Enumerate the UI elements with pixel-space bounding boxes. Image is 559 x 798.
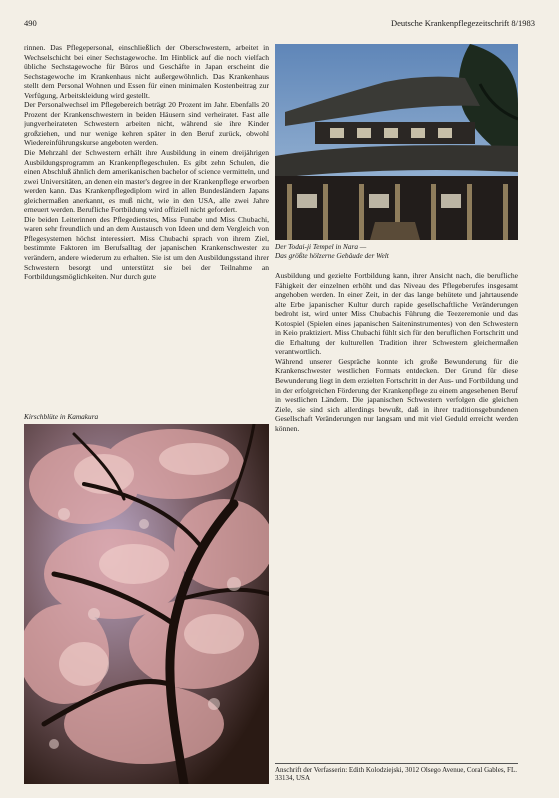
cherry-blossom-photo <box>24 424 269 784</box>
temple-caption <box>275 243 518 261</box>
paragraph: Ausbildung und gezielte Fortbildung kann, ihrer Ansicht nach, die berufliche Fähigkeit der einzelnen erhöht und das Niveau des Pflegeberufes insgesamt angehoben werden. In einer Zeit, in der das lange behütete und jahrtausende alte Erbe japanischer Kultur durch rapide gesellschaftliche Veränderungen bedroht ist, wird unter Miss Chubachis Führung die Teezeremonie und das Kotospiel (Spielen eines japanischen Saiteninstrumentes) von den Schwestern in Keio praktiziert. Miss Chubachi fühlt sich für den beruflichen Fortschritt und die Erhaltung der kulturellen Tradition ihrer Schwestern gleichermaßen verantwortlich. <box>275 271 518 357</box>
paragraph: Die beiden Leiterinnen des Pflegedienstes, Miss Funabe und Miss Chubachi, waren sehr freundlich und an dem Austausch von Ideen und dem Vergleich von Pflegesystemen höchst interessiert. Miss Chubachi sprach von ihrem Ziel, bestimmte Faktoren im Berufsalltag der japanischen Krankenschwester zu verändern, andere wiederum zu erhalten. Sie ist um den Ausbildungsstand ihrer Schwestern besorgt und unterstützt sie bei der Teilnahme an Fortbildungsmöglichkeiten. Nur durch gute <box>24 214 269 282</box>
caption-line: Das größte hölzerne Gebäude der Welt <box>275 250 389 260</box>
caption-line: Der Todai-ji Tempel in Nara — <box>275 242 367 251</box>
page-number: 490 <box>24 18 37 28</box>
blossom-caption: Kirschblüte in Kamakura <box>24 412 99 421</box>
paragraph: rinnen. Das Pflegepersonal, einschließlich der Oberschwestern, arbeitet in Wechselschicht bei einer Sechstagewoche. Im Hinblick auf die noch vielfach übliche Sechstagewoche für Büros und Geschäfte in Japan erscheint die Sechstagewoche im Krankenhaus nicht außergewöhnlich. Das Krankenhaus stellt dem Personal Wohnen und Essen für einen minimalen Kostenbeitrag zur Verfügung, Arbeitskleidung wird gestellt. <box>24 43 269 100</box>
journal-title: Deutsche Krankenpflegezeitschrift 8/1983 <box>391 18 535 28</box>
paragraph: Während unserer Gespräche konnte ich große Bewunderung für die Krankenschwester westlichen Formats entdecken. Der Grund für diese Bewunderung liegt in dem erzielten Fortschritt in der Aus- und Fortbildung und in der erfolgreichen Förderung der Krankenpflege zu einem angesehenen Beruf in westlichen Ländern. Die japanischen Schwestern verfolgen die gleichen Ziele, sie sind sich allerdings bewußt, daß in ihrer traditionsgebundenen Gesellschaft Veränderungen nur langsam und mit viel Geduld erreicht werden können. <box>275 356 518 433</box>
paragraph: Der Personalwechsel im Pflegebereich beträgt 20 Prozent im Jahr. Ebenfalls 20 Prozent der Krankenschwestern in beiden Häusern sind verheiratet. Fast alle jungverheirateten Schwestern arbeiten nicht, während sie ihre Kinder großziehen, und nur wenige kehren später in den Beruf zurück, obwohl Wiedereinführungskurse angeboten werden. <box>24 100 269 148</box>
temple-photo <box>275 44 518 240</box>
article-column-left <box>24 43 269 405</box>
author-address: Anschrift der Verfasserin: Edith Kolodziejski, 3012 Olsego Avenue, Coral Gables, FL. 33134, USA <box>275 763 518 783</box>
paragraph: Die Mehrzahl der Schwestern erhält ihre Ausbildung in einem dreijährigen Ausbildungsprogramm an Krankenpflegeschulen. Es gibt zehn Schulen, die einen Abschluß ähnlich dem amerikanischen bachelor of science vermitteln, und zwei Universitäten, an denen ein master's degree in der Krankenpflege erworben werden kann. Das Krankenpflegediplom wird in allen Bundesländern Japans gleichermaßen anerkannt, es muß nicht, wie in den USA, alle zwei Jahre erneuert werden. Berufliche Fortbildung wird offiziell nicht gefordert. <box>24 148 269 215</box>
page-header <box>24 18 535 30</box>
article-column-right <box>275 271 518 521</box>
